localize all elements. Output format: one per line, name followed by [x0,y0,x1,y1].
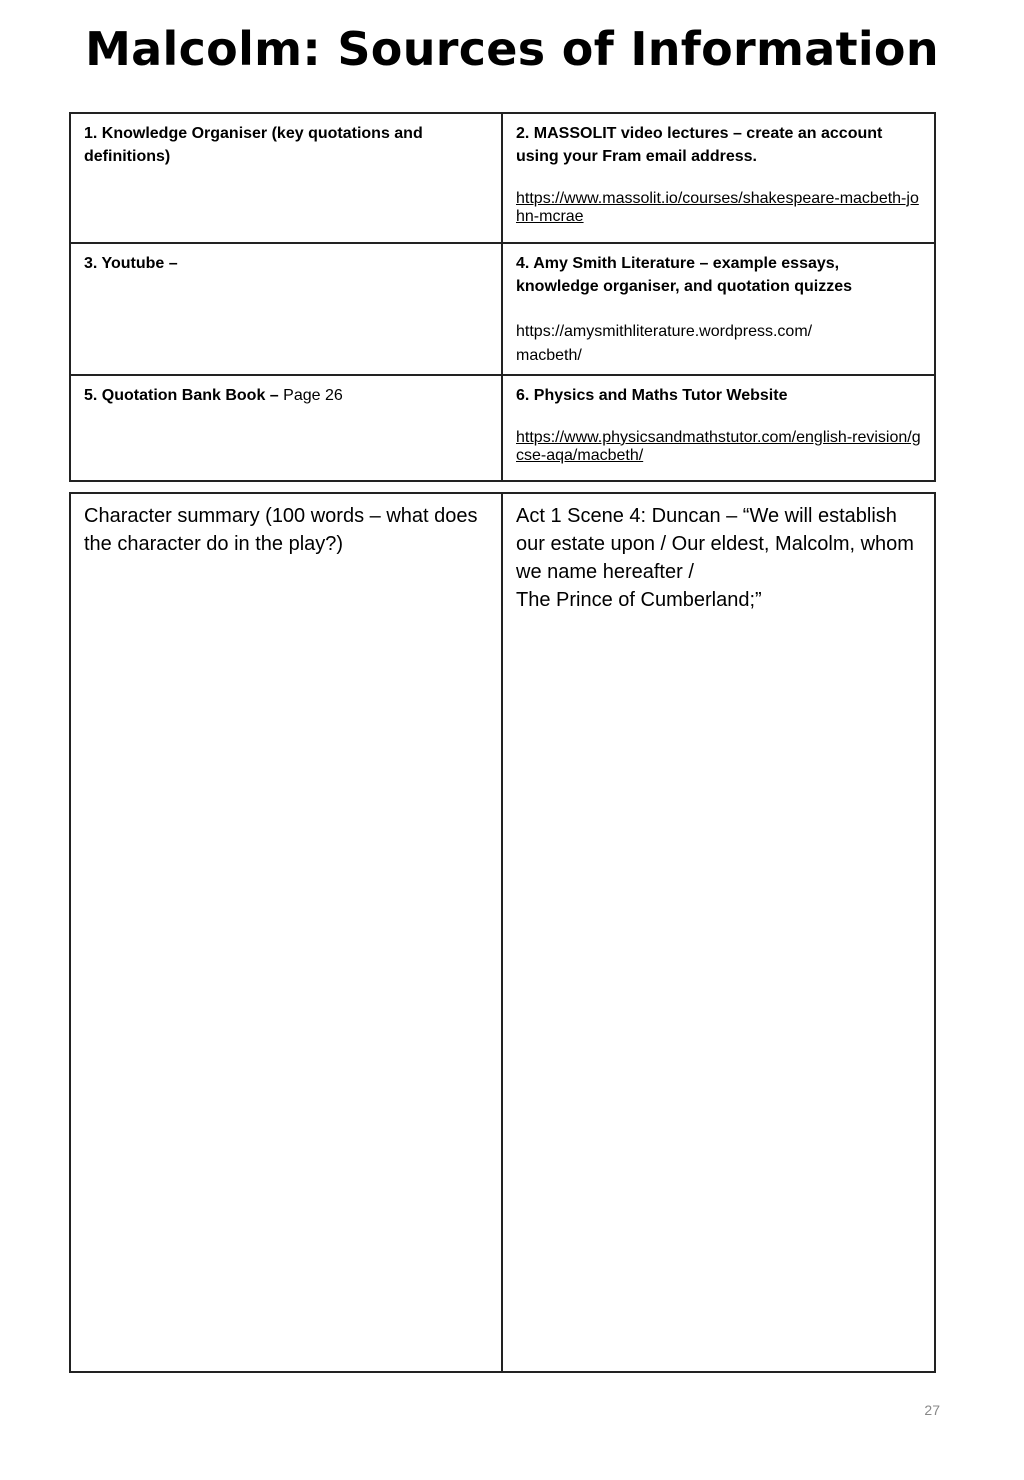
source-cell-4 [502,243,935,375]
source-label: 3. Youtube – [84,255,178,272]
quotation-box[interactable] [502,493,935,1372]
amy-smith-url-line-1: https://amysmithliterature.wordpress.com/ [516,323,813,340]
character-summary-prompt: Character summary (100 words – what does the character do in the play?) [84,505,478,555]
source-label: 5. Quotation Bank Book – [84,387,279,404]
source-cell-5 [70,375,502,481]
page-number: 27 [924,1402,940,1418]
physics-maths-tutor-link[interactable]: https://www.physicsandmathstutor.com/english-revision/gcse-aqa/macbeth/ [516,429,921,464]
source-label: 6. Physics and Maths Tutor Website [516,387,788,404]
amy-smith-url-line-2: macbeth/ [516,347,582,364]
quotation-text-end: The Prince of Cumberland;” [516,589,762,611]
source-cell-6 [502,375,935,481]
page-title: Malcolm: Sources of Information [85,22,939,76]
massolit-link[interactable]: https://www.massolit.io/courses/shakespeare-macbeth-john-mcrae [516,190,919,225]
character-summary-box[interactable] [70,493,502,1372]
source-cell-1 [70,113,502,243]
source-detail: Page 26 [283,387,343,404]
quotation-text: Act 1 Scene 4: Duncan – “We will establish our estate upon / Our eldest, Malcolm, whom we name hereafter / [516,505,914,583]
source-label: 2. MASSOLIT video lectures – create an account using your Fram email address. [516,125,883,165]
source-cell-2 [502,113,935,243]
source-label: 1. Knowledge Organiser (key quotations and definitions) [84,125,423,165]
worksheet-table [69,492,936,1373]
source-cell-3 [70,243,502,375]
source-label: 4. Amy Smith Literature – example essays, knowledge organiser, and quotation quizzes [516,255,853,295]
sources-table [69,112,936,482]
